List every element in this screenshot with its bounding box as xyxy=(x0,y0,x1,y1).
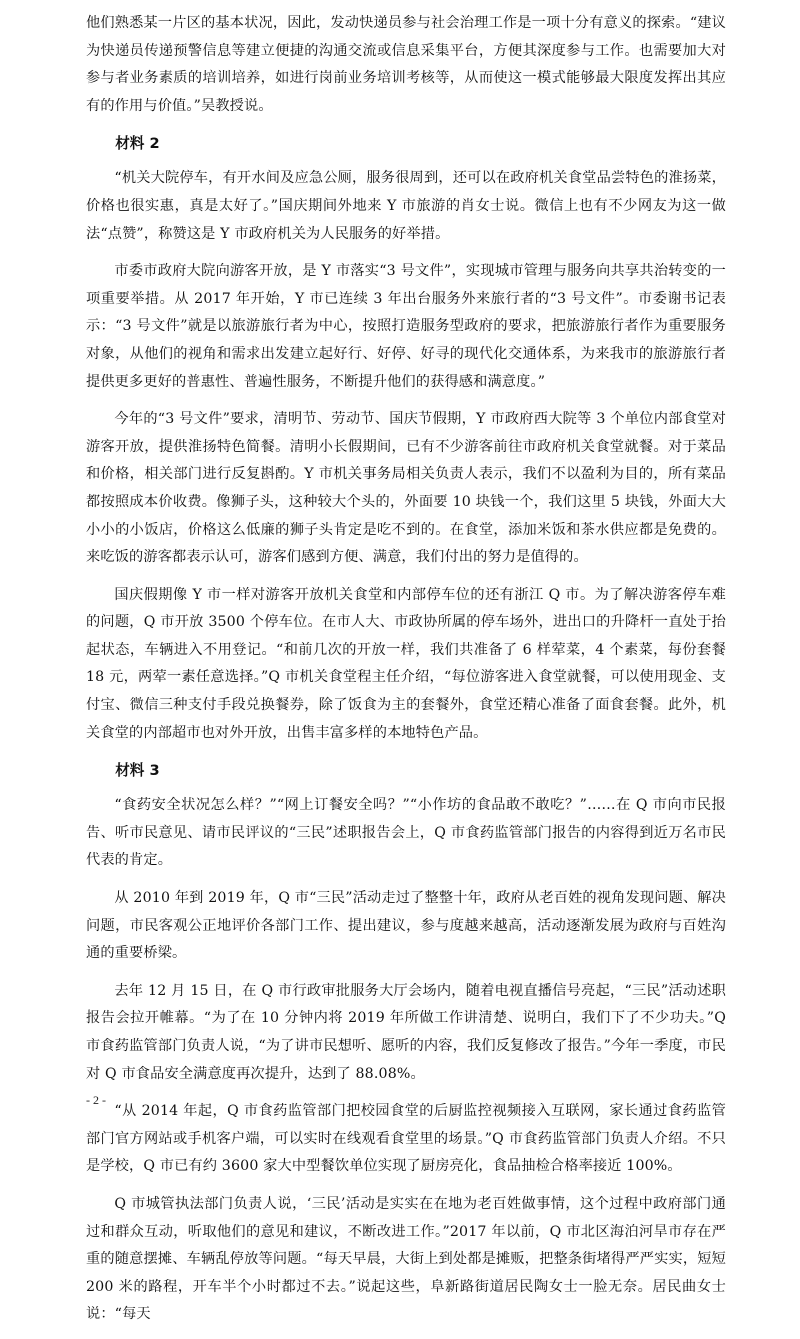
material-2-heading: 材料 2 xyxy=(115,135,160,153)
material-2-paragraph-1: “机关大院停车，有开水间及应急公厕，服务很周到，还可以在政府机关食堂品尝特色的淮扬菜，价格也很实惠，真是太好了。”国庆期间外地来 Y 市旅游的肖女士说。微信上也有不少网友为这一做法“点赞”，称赞这是 Y 市政府机关为人民服务的好举措。 xyxy=(86,170,726,242)
material-3-paragraph-2: 从 2010 年到 2019 年，Q 市“三民”活动走过了整整十年，政府从老百姓的视角发现问题、解决问题，市民客观公正地评价各部门工作、提出建议，参与度越来越高，活动逐渐发展为政府与百姓沟通的重要桥梁。 xyxy=(86,890,726,962)
material-2-paragraph-4: 国庆假期像 Y 市一样对游客开放机关食堂和内部停车位的还有浙江 Q 市。为了解决游客停车难的问题，Q 市开放 3500 个停车位。在市人大、市政协所属的停车场外，进出口的升降杆一直处于抬起状态，车辆进入不用登记。“和前几次的开放一样，我们共准备了 6 样荤菜，4 个素菜，每份套餐 18 元，两荤一素任意选择。”Q 市机关食堂程主任介绍，“每位游客进入食堂就餐，可以使用现金、支付宝、微信三种支付手段兑换餐券，除了饭食为主的套餐外，食堂还精心准备了面食套餐。此外，机关食堂的内部超市也对外开放，出售丰富多样的本地特色产品。 xyxy=(86,586,726,741)
material-3-paragraph-4: “从 2014 年起，Q 市食药监管部门把校园食堂的后厨监控视频接入互联网，家长通过食药监管部门官方网站或手机客户端，可以实时在线观看食堂里的场景。”Q 市食药监管部门负责人介绍。不只是学校，Q 市已有约 3600 家大中型餐饮单位实现了厨房亮化，食品抽检合格率接近 100%。 xyxy=(86,1103,726,1175)
page-number: - 2 - xyxy=(86,1093,106,1107)
document-body xyxy=(86,10,726,1339)
material-3-paragraph-3: 去年 12 月 15 日，在 Q 市行政审批服务大厅会场内，随着电视直播信号亮起，“三民”活动述职报告会拉开帷幕。“为了在 10 分钟内将 2019 年所做工作讲清楚、说明白，我们下了不少功夫。”Q 市食药监管部门负责人说，“为了讲市民想听、愿听的内容，我们反复修改了报告。”今年一季度，市民对 Q 市食品安全满意度再次提升，达到了 88.08%。 xyxy=(86,982,726,1082)
material-3-heading: 材料 3 xyxy=(115,762,160,780)
intro-paragraph: 他们熟悉某一片区的基本状况，因此，发动快递员参与社会治理工作是一项十分有意义的探索。“建议为快递员传递预警信息等建立便捷的沟通交流或信息采集平台，方便其深度参与工作。也需要加大对参与者业务素质的培训培养，如进行岗前业务培训考核等，从而使这一模式能够最大限度发挥出其应有的作用与价值。”吴教授说。 xyxy=(86,15,726,114)
material-2-paragraph-3: 今年的“3 号文件”要求，清明节、劳动节、国庆节假期，Y 市政府西大院等 3 个单位内部食堂对游客开放，提供淮扬特色简餐。清明小长假期间，已有不少游客前往市政府机关食堂就餐。对于菜品和价格，相关部门进行反复斟酌。Y 市机关事务局相关负责人表示，我们不以盈利为目的，所有菜品都按照成本价收费。像狮子头，这种较大个头的，外面要 10 块钱一个，我们这里 5 块钱，外面大大小小的小饭店，价格这么低廉的狮子头肯定是吃不到的。在食堂，添加米饭和茶水供应都是免费的。来吃饭的游客都表示认可，游客们感到方便、满意，我们付出的努力是值得的。 xyxy=(86,411,726,566)
material-3-paragraph-5: Q 市城管执法部门负责人说，‘三民’活动是实实在在地为老百姓做事情，这个过程中政府部门通过和群众互动，听取他们的意见和建议，不断改进工作。”2017 年以前，Q 市北区海泊河旱市存在严重的随意摆摊、车辆乱停放等问题。“每天早晨，大街上到处都是摊贩，把整条街堵得严严实实，短短 200 米的路程，开车半个小时都过不去。”说起这些，阜新路街道居民陶女士一脸无奈。居民曲女士说：“每天 xyxy=(86,1195,726,1323)
material-3-paragraph-1: “食药安全状况怎么样？”“网上订餐安全吗？”“小作坊的食品敢不敢吃？”……在 Q 市向市民报告、听市民意见、请市民评议的“三民”述职报告会上，Q 市食药监管部门报告的内容得到近万名市民代表的肯定。 xyxy=(86,797,726,869)
material-2-paragraph-2: 市委市政府大院向游客开放，是 Y 市落实“3 号文件”，实现城市管理与服务向共享共治转变的一项重要举措。从 2017 年开始，Y 市已连续 3 年出台服务外来旅行者的“3 号文件”。市委谢书记表示：“3 号文件”就是以旅游旅行者为中心，按照打造服务型政府的要求，把旅游旅行者作为重要服务对象，从他们的视角和需求出发建立起好行、好停、好寻的现代化交通体系，为来我市的旅游旅行者提供更多更好的普惠性、普遍性服务，不断提升他们的获得感和满意度。” xyxy=(86,263,726,390)
